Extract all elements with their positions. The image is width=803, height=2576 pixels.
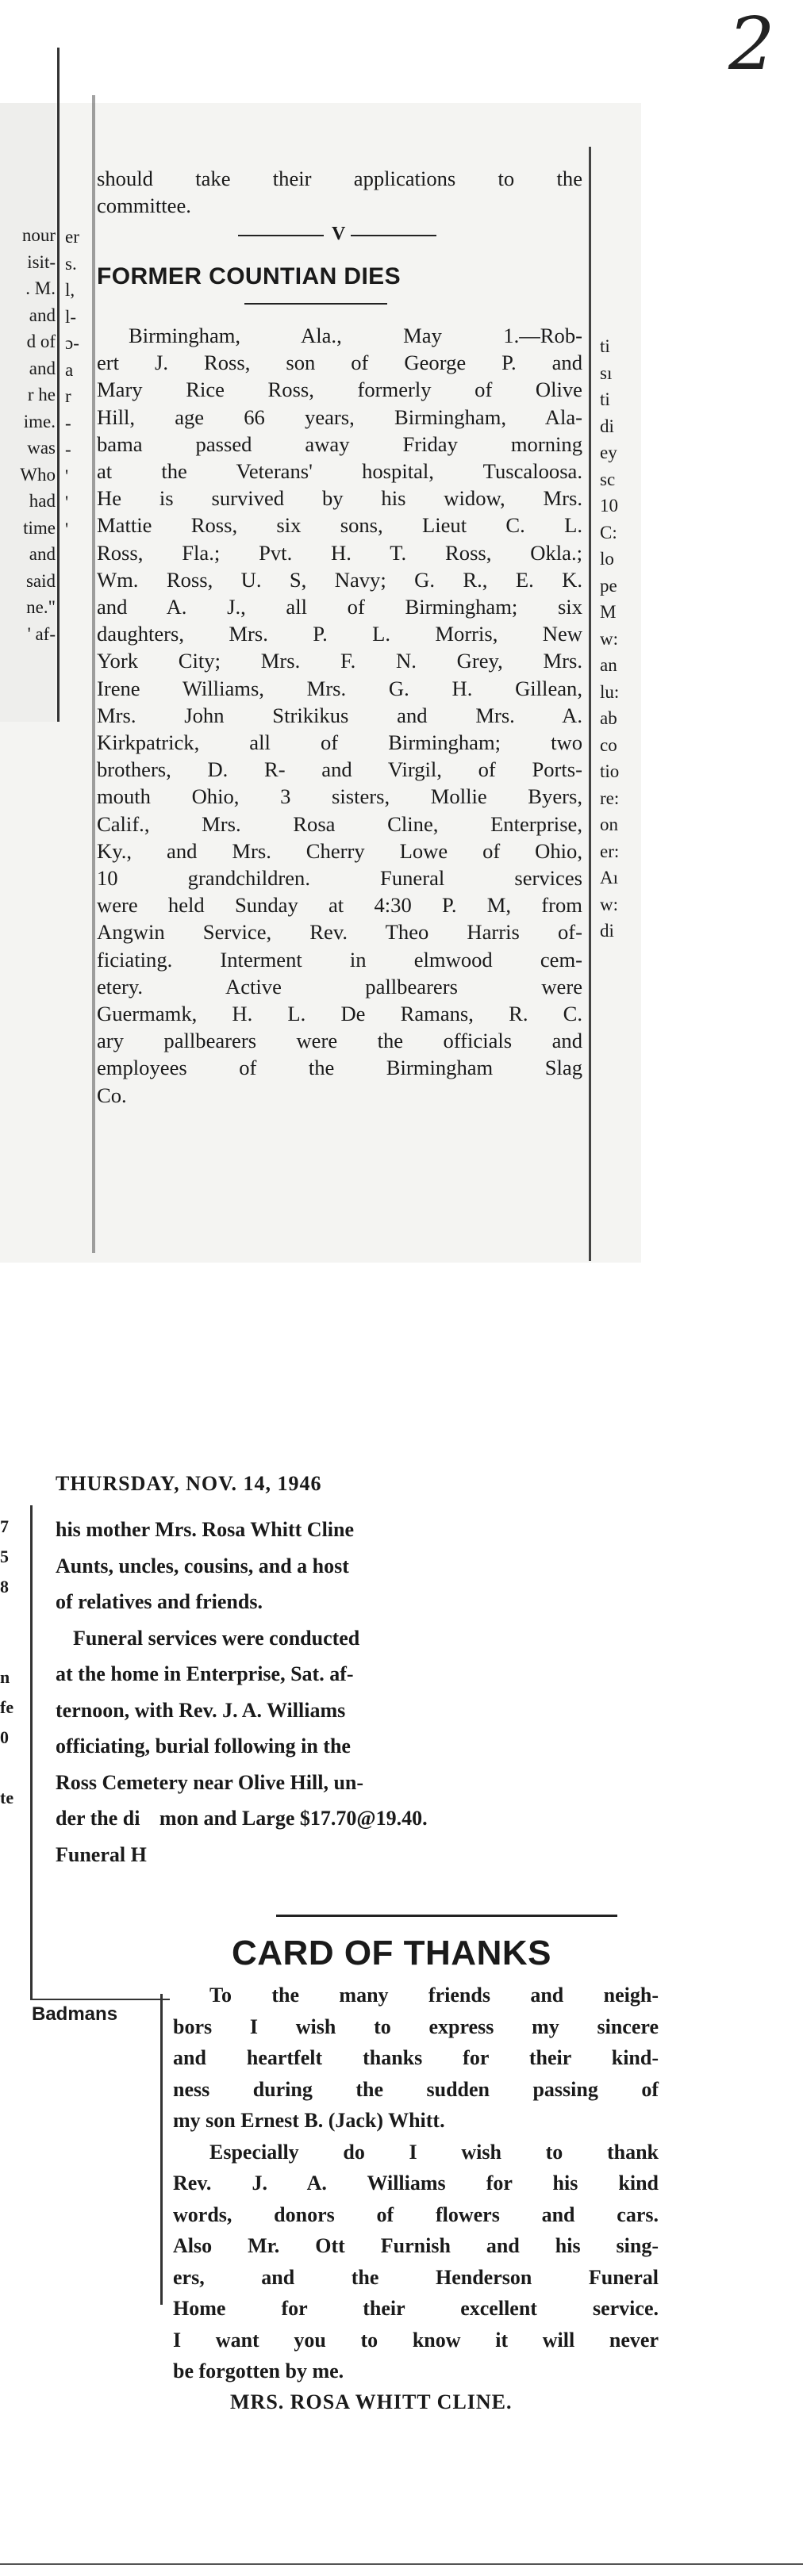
column-rule — [589, 147, 591, 1261]
card-of-thanks-region — [0, 1505, 803, 2568]
card-body: To the many friends and neigh- bors I wish to express my sincere and heartfelt thanks for their kind- ness during the sudden passing of my son Ernest B. (Jack) Whitt. Especially do I wish to thank Rev. J. A. Williams for his kind words, donors of flowers and cars. Also Mr. Ott Furnish and his sing- ers, and the Henderson Funeral Home for their excellent service. I want you to know it will never be forgotten by me. — [173, 1984, 659, 2382]
card-rule — [276, 1915, 617, 1917]
column-rule — [57, 48, 60, 722]
right-fragments: ti sı ti di ey sc 10 C: lo pe M w: an lu: ab co tio re: on er: Aı w: di — [600, 336, 620, 941]
page-number: 2 — [728, 2, 775, 86]
column-rule — [160, 1994, 163, 2305]
headline-rule — [244, 303, 387, 305]
signature: MRS. ROSA WHITT CLINE. — [230, 2390, 513, 2413]
obituary-clipping — [0, 103, 641, 1263]
funeral-notice-text: his mother Mrs. Rosa Whitt Cline Aunts, uncles, cousins, and a host of relatives and friends. Funeral services were conducted at the home in Enterprise, Sat. af- ternoon, with Rev. J. A. Williams officiating, burial following in the Ross Cemetery near Olive Hill, un- der the di mon and Large $17.70@19.40. Funeral H — [56, 1518, 428, 1866]
section-separator — [238, 224, 444, 246]
market-fragment: mon and Large $17.70@19.40. — [159, 1807, 428, 1830]
page-bottom-rule — [0, 2563, 803, 2565]
left-fragments: 7 5 8 n fe 0 te — [0, 1516, 14, 1807]
badmans-fragment: Badmans — [32, 2003, 118, 2025]
headline: FORMER COUNTIAN DIES — [97, 263, 401, 289]
column-rule-faint — [92, 95, 95, 1253]
mid-fragments: er s. l, l- ɔ- a r - - ' ' ' — [65, 227, 79, 539]
lead-paragraph: should take their applications to the committee. — [97, 167, 582, 218]
separator-mark: V — [332, 224, 346, 244]
left-fragments: nour isit- . M. and d of and r he ime. was Who had time and said ne." ' af- — [20, 225, 56, 644]
obituary-body: Birmingham, Ala., May 1.—Rob- ert J. Ross, son of George P. and Mary Rice Ross, formerly of Olive Hill, age 66 years, Birmingham, Ala- bama passed away Friday morning at the Veterans' hospital, Tuscaloosa. He is survived by his widow, Mrs. Mattie Ross, six sons, Lieut C. L. Ross, Fla.; Pvt. H. T. Ross, Okla.; Wm. Ross, U. S, Navy; G. R., E. K. and A. J., all of Birmingham; six daughters, Mrs. P. L. Morris, New York City; Mrs. F. N. Grey, Mrs. Irene Williams, Mrs. G. H. Gillean, Mrs. John Strikikus and Mrs. A. Kirkpatrick, all of Birmingham; two brothers, D. R- and Virgil, of Ports- mouth Ohio, 3 sisters, Mollie Byers, Calif., Mrs. Rosa Cline, Enterprise, Ky., and Mrs. Cherry Lowe of Ohio, 10 grandchildren. Funeral services were held Sunday at 4:30 P. M, from Angwin Service, Rev. Theo Harris of- ficiating. Interment in elmwood cem- etery. Active pallbearers were Guermamk, H. L. De Ramans, R. C. ary pallbearers were the officials and employees of the Birmingham Slag Co. — [97, 324, 582, 1107]
dateline: THURSDAY, NOV. 14, 1946 — [56, 1472, 322, 1495]
card-title: CARD OF THANKS — [232, 1934, 551, 1972]
